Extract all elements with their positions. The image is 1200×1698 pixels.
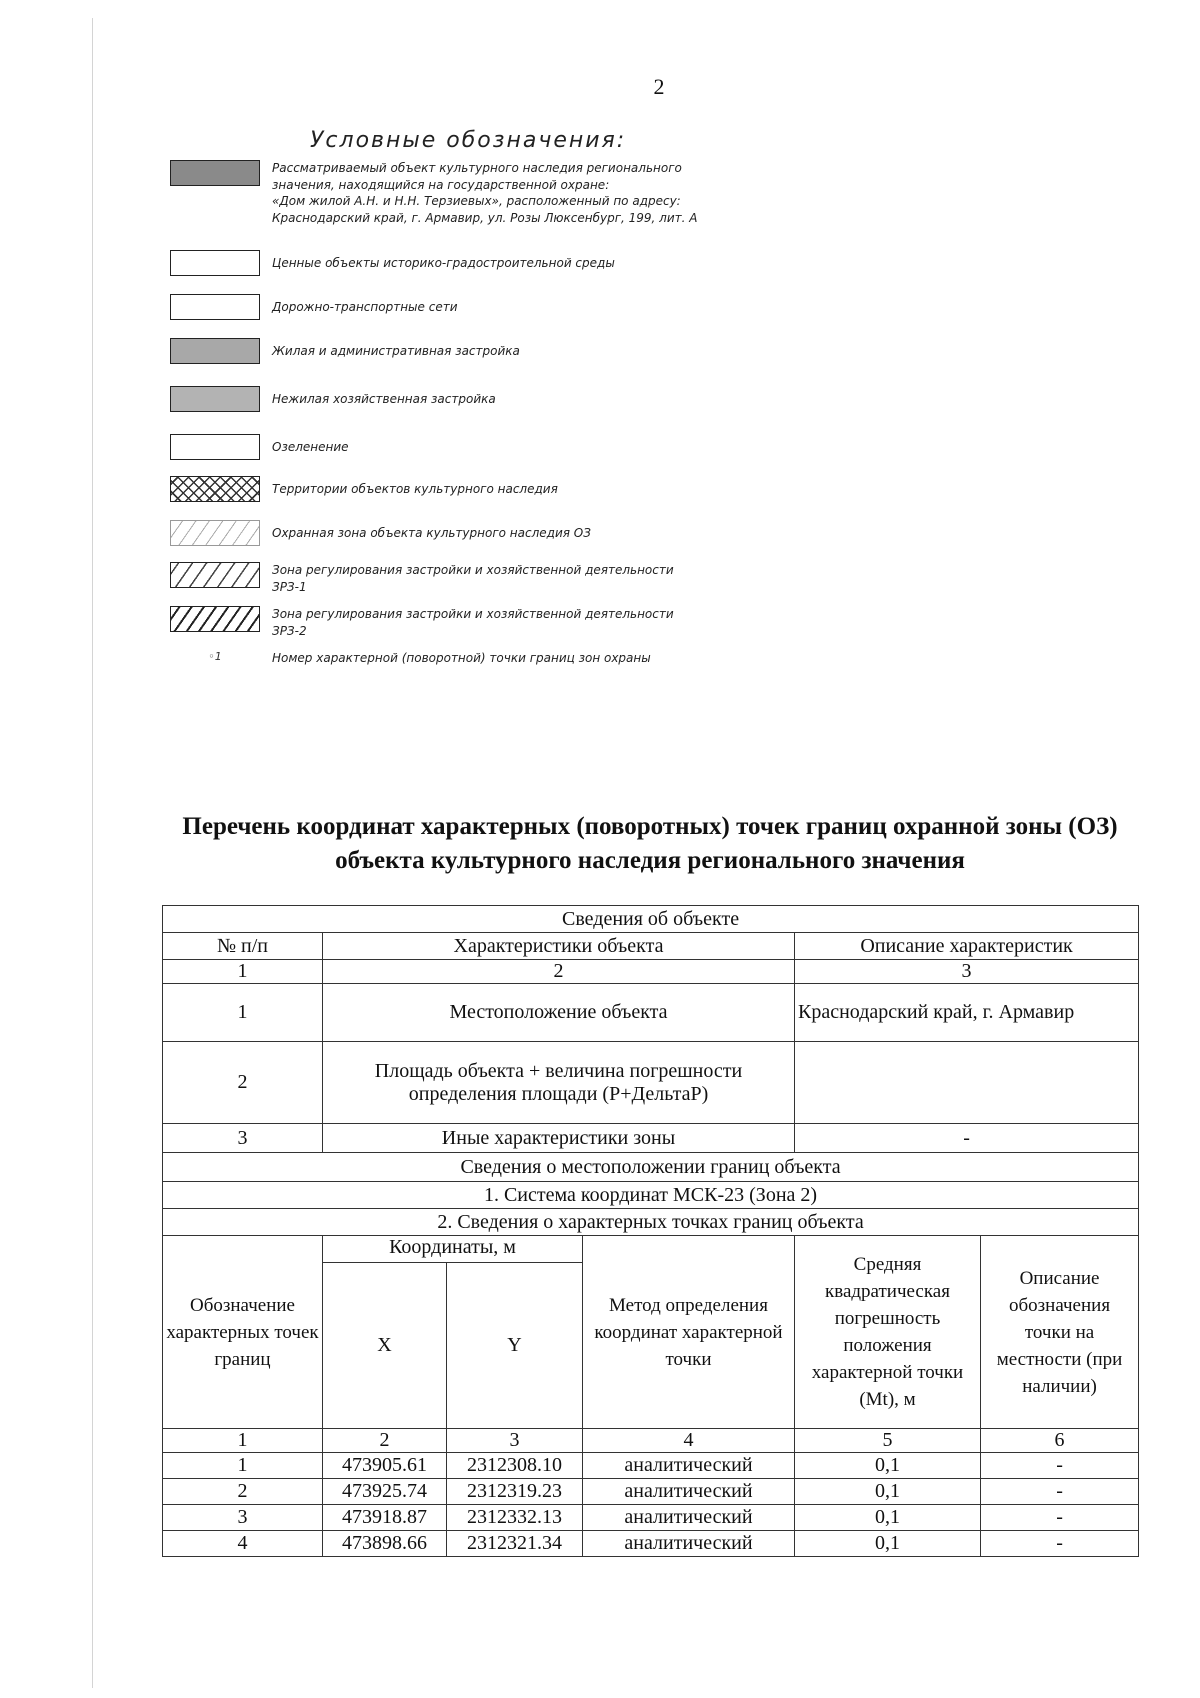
row-num: 2 (163, 1042, 323, 1124)
diagonal-hatch-icon (170, 562, 260, 588)
location-info-header: Сведения о местоположении границ объекта (163, 1153, 1139, 1182)
dense-diagonal-hatch-icon (170, 606, 260, 632)
col-method-header: Метод определения координат характерной точки (583, 1236, 795, 1429)
row-num: 3 (163, 1124, 323, 1153)
legend-item-valuable-objects (170, 250, 832, 276)
col-char-header: Характеристики объекта (323, 933, 795, 960)
point-y: 2312319.23 (447, 1479, 583, 1505)
col-description-header: Описание обозначения точки на местности (при наличии) (981, 1236, 1139, 1429)
point-error: 0,1 (795, 1453, 981, 1479)
legend-item-point-number (170, 650, 832, 667)
point-y: 2312321.34 (447, 1531, 583, 1557)
col-index: 1 (163, 960, 323, 984)
object-row (163, 1042, 1139, 1124)
legend-text: Зона регулирования застройки и хозяйственной деятельности ЗРЗ-2 (272, 607, 674, 638)
legend-text: Дорожно-транспортные сети (272, 300, 458, 314)
point-id: 2 (163, 1479, 323, 1505)
point-desc: - (981, 1453, 1139, 1479)
col-coords-header: Координаты, м (323, 1236, 583, 1263)
legend-item-heritage-territories (170, 476, 832, 502)
point-error: 0,1 (795, 1479, 981, 1505)
legend-item-zrz-1 (170, 562, 832, 595)
legend-item-protection-zone (170, 520, 832, 546)
white-fill-icon (170, 434, 260, 460)
cross-hatch-icon (170, 476, 260, 502)
col-index: 3 (447, 1429, 583, 1453)
point-id: 4 (163, 1531, 323, 1557)
point-method: аналитический (583, 1505, 795, 1531)
legend-text: Ценные объекты историко-градостроительной среды (272, 256, 615, 270)
col-index: 3 (795, 960, 1139, 984)
legend-item-greenery (170, 434, 832, 460)
point-desc: - (981, 1505, 1139, 1531)
col-index: 6 (981, 1429, 1139, 1453)
row-desc (795, 1042, 1139, 1124)
point-row (163, 1531, 1139, 1557)
object-row (163, 1124, 1139, 1153)
legend-text: Нежилая хозяйственная застройка (272, 392, 496, 406)
col-index: 4 (583, 1429, 795, 1453)
col-x-header: X (323, 1263, 447, 1429)
point-method: аналитический (583, 1531, 795, 1557)
row-char: Площадь объекта + величина погрешности определения площади (Р+ДельтаР) (323, 1042, 795, 1124)
col-designation-header: Обозначение характерных точек границ (163, 1236, 323, 1429)
point-desc: - (981, 1479, 1139, 1505)
col-y-header: Y (447, 1263, 583, 1429)
point-id: 1 (163, 1453, 323, 1479)
point-desc: - (981, 1531, 1139, 1557)
point-row (163, 1479, 1139, 1505)
col-num-header: № п/п (163, 933, 323, 960)
point-marker-icon: ◦1 (208, 650, 222, 663)
point-error: 0,1 (795, 1531, 981, 1557)
point-row (163, 1505, 1139, 1531)
document-title: Перечень координат характерных (поворотных) точек границ охранной зоны (ОЗ) объекта культурного наследия регионального значения (182, 813, 1118, 874)
coordinates-table (162, 905, 1139, 1557)
gray-fill-icon (170, 386, 260, 412)
coord-system: 1. Система координат МСК-23 (Зона 2) (163, 1182, 1139, 1209)
legend-text: Зона регулирования застройки и хозяйственной деятельности ЗРЗ-1 (272, 563, 674, 594)
dark-gray-fill-icon (170, 160, 260, 186)
point-x: 473925.74 (323, 1479, 447, 1505)
white-fill-icon (170, 294, 260, 320)
col-index: 2 (323, 960, 795, 984)
light-diagonal-hatch-icon (170, 520, 260, 546)
point-id: 3 (163, 1505, 323, 1531)
point-y: 2312332.13 (447, 1505, 583, 1531)
point-x: 473918.87 (323, 1505, 447, 1531)
page-number: 2 (653, 74, 665, 99)
legend-text: Жилая и административная застройка (272, 344, 520, 358)
point-y: 2312308.10 (447, 1453, 583, 1479)
row-desc: Краснодарский край, г. Армавир (795, 984, 1139, 1042)
row-char: Местоположение объекта (323, 984, 795, 1042)
object-row (163, 984, 1139, 1042)
col-error-header: Средняя квадратическая погрешность положения характерной точки (Mt), м (795, 1236, 981, 1429)
legend-text: Территории объектов культурного наследия (272, 482, 558, 496)
points-header: 2. Сведения о характерных точках границ объекта (163, 1209, 1139, 1236)
col-index: 2 (323, 1429, 447, 1453)
col-index: 5 (795, 1429, 981, 1453)
legend-item-residential (170, 338, 832, 364)
gray-fill-icon (170, 338, 260, 364)
legend-item-non-residential (170, 386, 832, 412)
point-x: 473905.61 (323, 1453, 447, 1479)
point-error: 0,1 (795, 1505, 981, 1531)
col-desc-header: Описание характеристик (795, 933, 1139, 960)
page-margin-line (92, 18, 93, 1688)
point-x: 473898.66 (323, 1531, 447, 1557)
legend-text: Рассматриваемый объект культурного наследия регионального значения, находящийся на государственной охране: «Дом жилой А.Н. и Н.Н. Терзиевых», расположенный по адресу: Краснодарский край, г. Армавир, ул. Розы Люксенбург, 199, лит. А (272, 161, 698, 225)
point-method: аналитический (583, 1479, 795, 1505)
legend-text: Номер характерной (поворотной) точки границ зон охраны (272, 651, 651, 665)
col-index: 1 (163, 1429, 323, 1453)
object-info-header: Сведения об объекте (163, 906, 1139, 933)
white-fill-icon (170, 250, 260, 276)
row-char: Иные характеристики зоны (323, 1124, 795, 1153)
row-num: 1 (163, 984, 323, 1042)
legend-title: Условные обозначения: (310, 128, 627, 153)
point-row (163, 1453, 1139, 1479)
legend-item-object (170, 160, 832, 226)
point-method: аналитический (583, 1453, 795, 1479)
legend-text: Озеленение (272, 440, 349, 454)
row-desc: - (795, 1124, 1139, 1153)
legend-text: Охранная зона объекта культурного наследия ОЗ (272, 526, 591, 540)
legend-item-zrz-2 (170, 606, 832, 639)
legend-item-roads (170, 294, 832, 320)
